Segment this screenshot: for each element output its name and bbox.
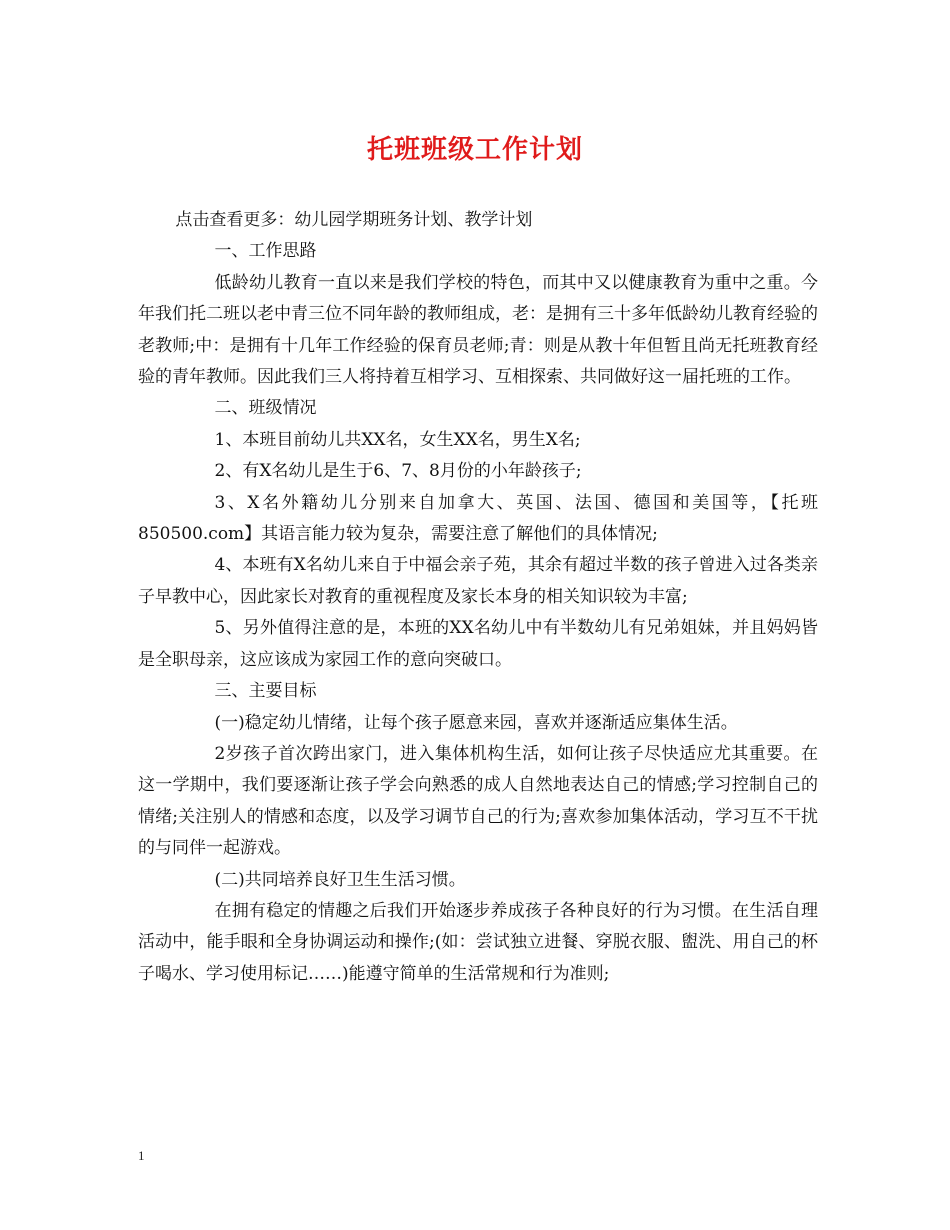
section-heading: 三、主要目标 <box>214 681 317 702</box>
list-item: 2、有X名幼儿是生于6、7、8月份的小年龄孩子; <box>214 461 582 482</box>
list-item: 5、另外值得注意的是，本班的XX名幼儿中有半数幼儿有兄弟姐妹，并且妈妈皆是全职母亲，这应该成为家园工作的意向突破口。 <box>138 618 818 670</box>
section-heading: 二、班级情况 <box>214 398 317 419</box>
page-number: 1 <box>138 1148 145 1163</box>
paragraph: 在拥有稳定的情趣之后我们开始逐步养成孩子各种良好的行为习惯。在生活自理活动中，能手眼和全身协调运动和操作;(如：尝试独立进餐、穿脱衣服、盥洗、用自己的杯子喝水、学习使用标记……)能遵守简单的生活常规和行为准则; <box>138 900 818 984</box>
document-body <box>138 205 818 990</box>
list-item: 3、X名外籍幼儿分别来自加拿大、英国、法国、德国和美国等，【托班850500.com】其语言能力较为复杂，需要注意了解他们的具体情况; <box>138 492 818 545</box>
section-heading: 一、工作思路 <box>214 241 317 262</box>
intro-link-text[interactable]: 点击查看更多：幼儿园学期班务计划、教学计划 <box>175 210 533 230</box>
goal-heading: (一)稳定幼儿情绪，让每个孩子愿意来园，喜欢并逐渐适应集体生活。 <box>214 712 738 733</box>
goal-heading: (二)共同培养良好卫生生活习惯。 <box>214 869 466 890</box>
paragraph: 2岁孩子首次跨出家门，进入集体机构生活，如何让孩子尽快适应尤其重要。在这一学期中，我们要逐渐让孩子学会向熟悉的成人自然地表达自己的情感;学习控制自己的情绪;关注别人的情感和态度，以及学习调节自己的行为;喜欢参加集体活动，学习互不干扰的与同伴一起游戏。 <box>138 743 818 859</box>
paragraph: 低龄幼儿教育一直以来是我们学校的特色，而其中又以健康教育为重中之重。今年我们托二班以老中青三位不同年龄的教师组成，老：是拥有三十多年低龄幼儿教育经验的老教师;中：是拥有十几年工作经验的保育员老师;青：则是从教十年但暂且尚无托班教育经验的青年教师。因此我们三人将持着互相学习、互相探索、共同做好这一届托班的工作。 <box>138 272 818 388</box>
list-item: 1、本班目前幼儿共XX名，女生XX名，男生X名; <box>214 429 581 450</box>
document-title: 托班班级工作计划 <box>366 135 583 165</box>
list-item: 4、本班有X名幼儿来自于中福会亲子苑，其余有超过半数的孩子曾进入过各类亲子早教中心，因此家长对教育的重视程度及家长本身的相关知识较为丰富; <box>138 555 818 607</box>
